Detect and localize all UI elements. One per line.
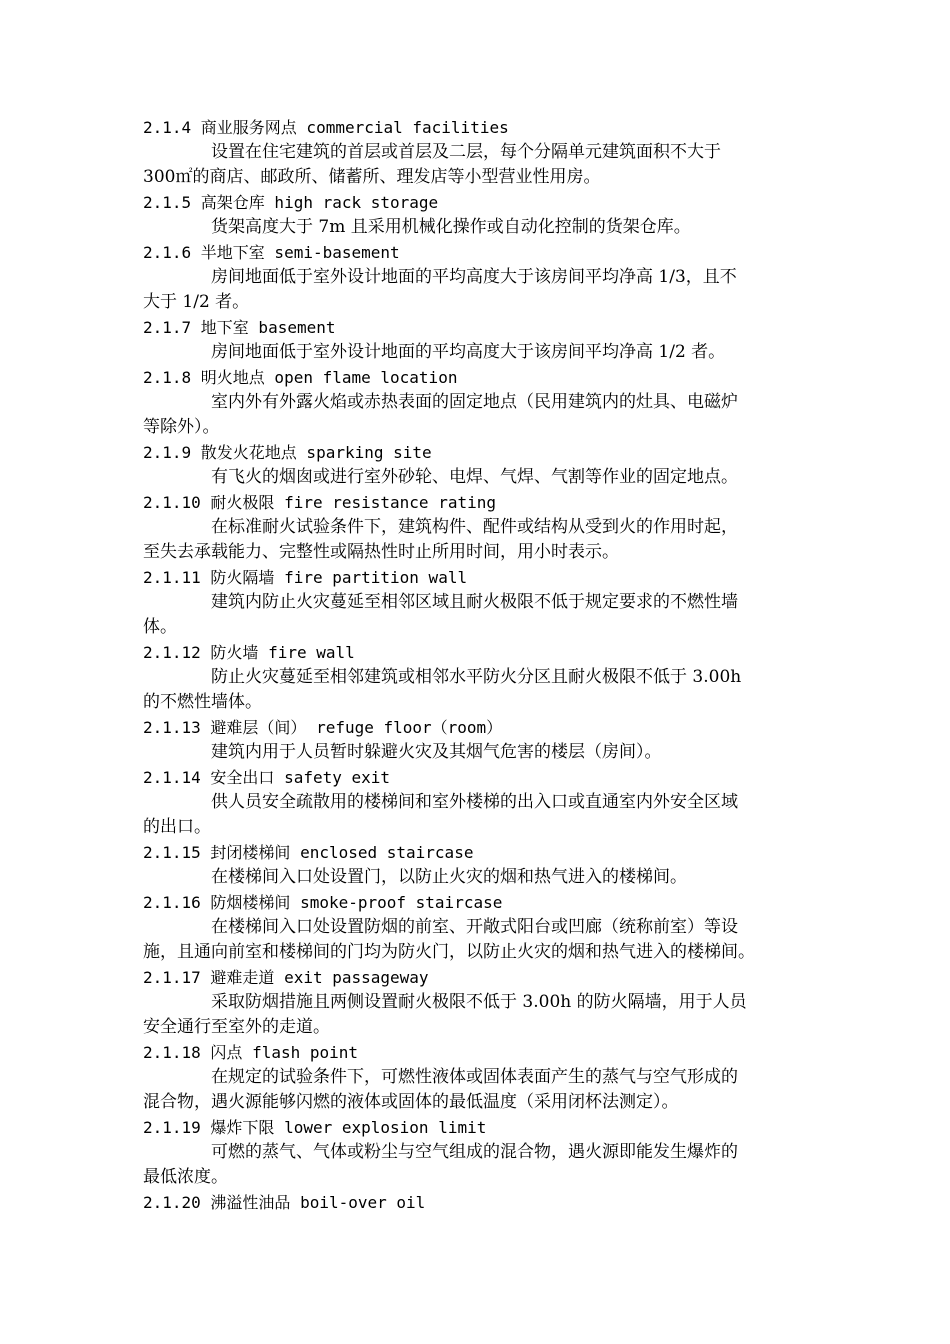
definition-line: 等除外）。 (143, 417, 220, 437)
definition-line: 300㎡的商店、邮政所、储蓄所、理发店等小型营业性用房。 (143, 167, 601, 187)
term-heading: 2.1.5 高架仓库 high rack storage (143, 193, 439, 212)
term-heading: 2.1.12 防火墙 fire wall (143, 643, 355, 662)
document-body (143, 115, 813, 1215)
term-heading: 2.1.10 耐火极限 fire resistance rating (143, 493, 496, 512)
definition-line: 最低浓度。 (143, 1167, 228, 1187)
definition-line: 房间地面低于室外设计地面的平均高度大于该房间平均净高 1/3，且不 (211, 267, 737, 287)
term-heading: 2.1.8 明火地点 open flame location (143, 368, 458, 387)
term-entry (143, 440, 813, 490)
definition-line: 货架高度大于 7m 且采用机械化操作或自动化控制的货架仓库。 (211, 217, 691, 237)
definition-line: 防止火灾蔓延至相邻建筑或相邻水平防火分区且耐火极限不低于 3.00h (211, 667, 742, 687)
definition-line: 安全通行至室外的走道。 (143, 1017, 330, 1037)
term-entry (143, 115, 813, 190)
definition-line: 施，且通向前室和楼梯间的门均为防火门，以防止火灾的烟和热气进入的楼梯间。 (143, 942, 755, 962)
term-entry (143, 715, 813, 765)
term-heading: 2.1.7 地下室 basement (143, 318, 336, 337)
definition-line: 有飞火的烟囱或进行室外砂轮、电焊、气焊、气割等作业的固定地点。 (211, 467, 738, 487)
term-heading: 2.1.6 半地下室 semi-basement (143, 243, 400, 262)
definition-line: 建筑内用于人员暂时躲避火灾及其烟气危害的楼层（房间）。 (211, 742, 662, 762)
term-heading: 2.1.11 防火隔墙 fire partition wall (143, 568, 468, 587)
term-entry (143, 315, 813, 365)
term-heading: 2.1.20 沸溢性油品 boil-over oil (143, 1193, 426, 1212)
definition-line: 在楼梯间入口处设置门，以防止火灾的烟和热气进入的楼梯间。 (211, 867, 687, 887)
definition-line: 大于 1/2 者。 (143, 292, 250, 312)
term-heading: 2.1.18 闪点 flash point (143, 1043, 359, 1062)
term-entry (143, 1040, 813, 1115)
term-entry (143, 640, 813, 715)
definition-line: 建筑内防止火灾蔓延至相邻区域且耐火极限不低于规定要求的不燃性墙 (211, 592, 738, 612)
definition-line: 在标准耐火试验条件下，建筑构件、配件或结构从受到火的作用时起， (211, 517, 738, 537)
definition-line: 房间地面低于室外设计地面的平均高度大于该房间平均净高 1/2 者。 (211, 342, 726, 362)
term-entry (143, 1190, 813, 1215)
definition-line: 的不燃性墙体。 (143, 692, 262, 712)
definition-line: 供人员安全疏散用的楼梯间和室外楼梯的出入口或直通室内外安全区域 (211, 792, 738, 812)
term-entry (143, 840, 813, 890)
term-entry (143, 890, 813, 965)
definition-line: 采取防烟措施且两侧设置耐火极限不低于 3.00h 的防火隔墙，用于人员 (211, 992, 747, 1012)
term-heading: 2.1.4 商业服务网点 commercial facilities (143, 118, 509, 137)
term-heading: 2.1.15 封闭楼梯间 enclosed staircase (143, 843, 474, 862)
term-heading: 2.1.17 避难走道 exit passageway (143, 968, 429, 987)
term-entry (143, 490, 813, 565)
term-entry (143, 565, 813, 640)
definition-line: 体。 (143, 617, 177, 637)
definition-line: 在规定的试验条件下，可燃性液体或固体表面产生的蒸气与空气形成的 (211, 1067, 738, 1087)
definition-line: 混合物，遇火源能够闪燃的液体或固体的最低温度（采用闭杯法测定）。 (143, 1092, 679, 1112)
term-entry (143, 240, 813, 315)
term-heading: 2.1.19 爆炸下限 lower explosion limit (143, 1118, 487, 1137)
definition-line: 在楼梯间入口处设置防烟的前室、开敞式阳台或凹廊（统称前室）等设 (211, 917, 738, 937)
term-heading: 2.1.13 避难层（间） refuge floor（room） (143, 718, 503, 737)
term-entry (143, 190, 813, 240)
definition-line: 室内外有外露火焰或赤热表面的固定地点（民用建筑内的灶具、电磁炉 (211, 392, 738, 412)
term-heading: 2.1.9 散发火花地点 sparking site (143, 443, 432, 462)
term-entry (143, 365, 813, 440)
definition-line: 设置在住宅建筑的首层或首层及二层，每个分隔单元建筑面积不大于 (211, 142, 721, 162)
definition-line: 至失去承载能力、完整性或隔热性时止所用时间，用小时表示。 (143, 542, 619, 562)
term-heading: 2.1.16 防烟楼梯间 smoke-proof staircase (143, 893, 503, 912)
term-entry (143, 765, 813, 840)
term-entry (143, 965, 813, 1040)
definition-line: 的出口。 (143, 817, 211, 837)
definition-line: 可燃的蒸气、气体或粉尘与空气组成的混合物，遇火源即能发生爆炸的 (211, 1142, 738, 1162)
term-heading: 2.1.14 安全出口 safety exit (143, 768, 391, 787)
term-entry (143, 1115, 813, 1190)
